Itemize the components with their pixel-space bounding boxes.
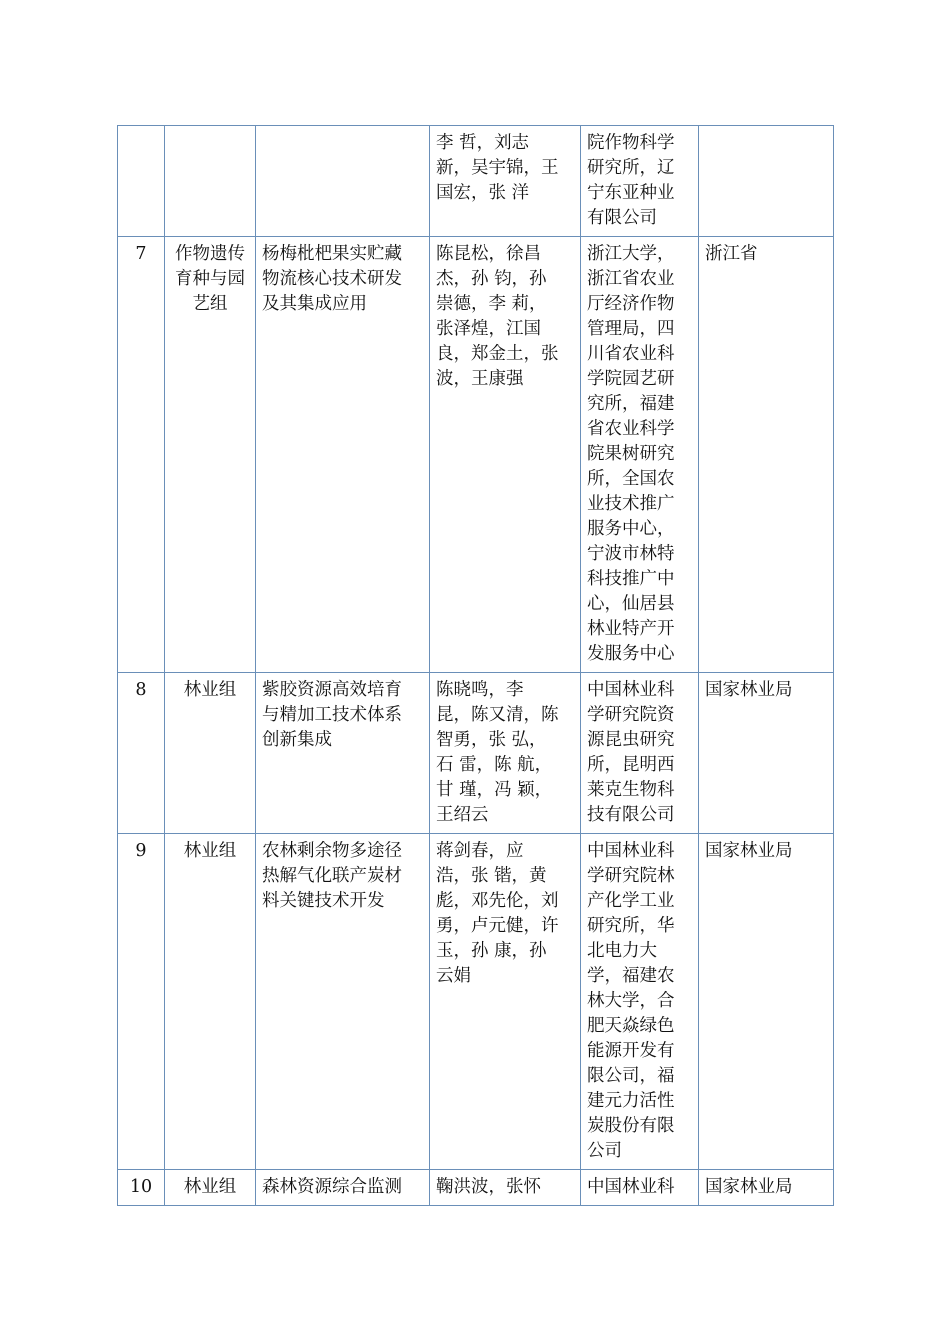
cell-project: 杨梅枇杷果实贮藏 物流核心技术研发 及其集成应用	[256, 237, 430, 673]
table-row	[118, 673, 834, 834]
cell-nominator: 国家林业局	[699, 1170, 834, 1206]
table-row	[118, 126, 834, 237]
cell-units: 院作物科学 研究所，辽 宁东亚种业 有限公司	[581, 126, 699, 237]
cell-group	[165, 126, 256, 237]
cell-nominator	[699, 126, 834, 237]
cell-nominator: 浙江省	[699, 237, 834, 673]
cell-number	[118, 126, 165, 237]
table-row	[118, 834, 834, 1170]
table-row	[118, 1170, 834, 1206]
cell-nominator: 国家林业局	[699, 834, 834, 1170]
cell-units: 中国林业科	[581, 1170, 699, 1206]
cell-project: 农林剩余物多途径 热解气化联产炭材 料关键技术开发	[256, 834, 430, 1170]
cell-people: 陈晓鸣，李 昆，陈又清，陈 智勇，张 弘， 石 雷，陈 航， 甘 瑾，冯 颖， 王绍云	[430, 673, 581, 834]
cell-units: 中国林业科 学研究院资 源昆虫研究 所，昆明西 莱克生物科 技有限公司	[581, 673, 699, 834]
cell-people: 鞠洪波，张怀	[430, 1170, 581, 1206]
cell-project: 森林资源综合监测	[256, 1170, 430, 1206]
cell-units: 中国林业科 学研究院林 产化学工业 研究所，华 北电力大 学，福建农 林大学，合 肥天焱绿色 能源开发有 限公司，福 建元力活性 炭股份有限 公司	[581, 834, 699, 1170]
cell-group: 林业组	[165, 673, 256, 834]
cell-group: 林业组	[165, 834, 256, 1170]
cell-units: 浙江大学， 浙江省农业 厅经济作物 管理局，四 川省农业科 学院园艺研 究所，福建 省农业科学 院果树研究 所，全国农 业技术推广 服务中心， 宁波市林特 科技推广中 心，仙居县 林业特产开 发服务中心	[581, 237, 699, 673]
table-row	[118, 237, 834, 673]
cell-number: 8	[118, 673, 165, 834]
cell-people: 李 哲，刘志 新，吴宇锦，王 国宏，张 洋	[430, 126, 581, 237]
cell-number: 9	[118, 834, 165, 1170]
cell-nominator: 国家林业局	[699, 673, 834, 834]
cell-people: 蒋剑春，应 浩，张 锴，黄 彪，邓先伦，刘 勇，卢元健，许 玉，孙 康，孙 云娟	[430, 834, 581, 1170]
cell-number: 10	[118, 1170, 165, 1206]
award-table	[117, 125, 834, 1206]
cell-group: 作物遗传 育种与园 艺组	[165, 237, 256, 673]
cell-number: 7	[118, 237, 165, 673]
cell-people: 陈昆松，徐昌 杰，孙 钧，孙 崇德，李 莉， 张泽煌，江国 良，郑金土，张 波，王康强	[430, 237, 581, 673]
cell-project	[256, 126, 430, 237]
cell-project: 紫胶资源高效培育 与精加工技术体系 创新集成	[256, 673, 430, 834]
cell-group: 林业组	[165, 1170, 256, 1206]
